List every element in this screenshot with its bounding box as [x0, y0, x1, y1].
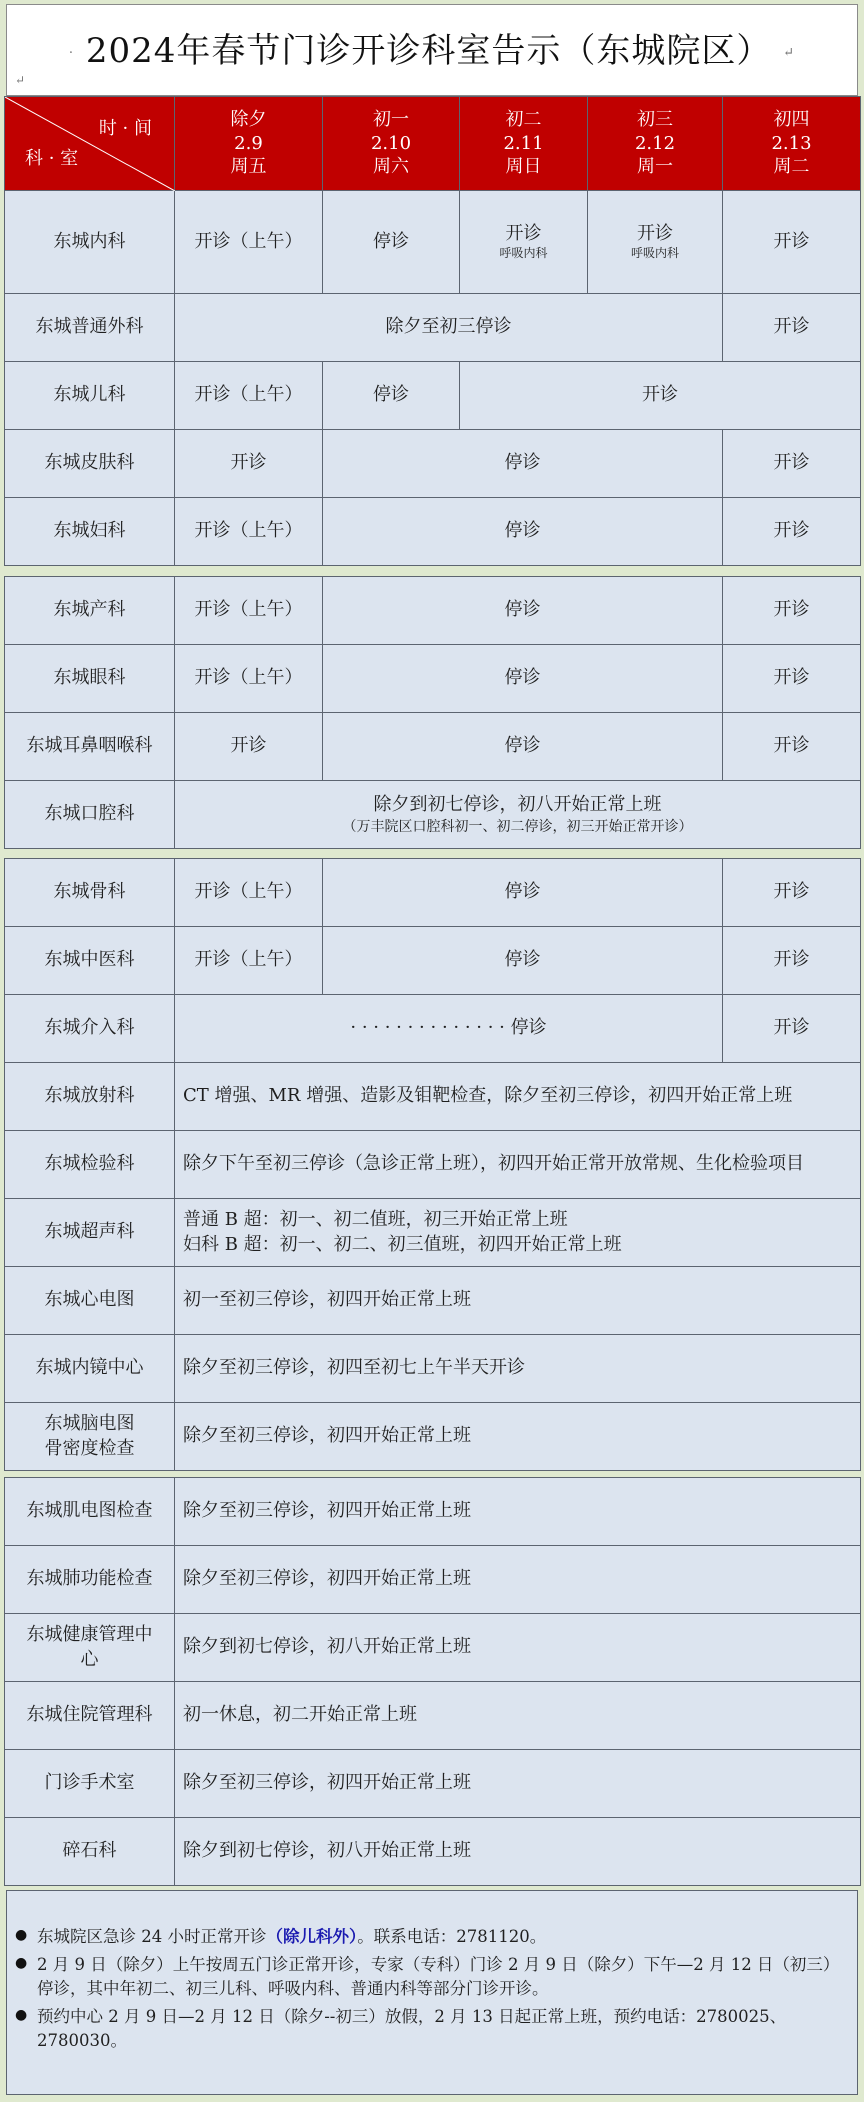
dept-name: 东城产科 [5, 577, 175, 645]
status-cell: 开诊 呼吸内科 [460, 191, 588, 294]
dept-name: 东城眼科 [5, 645, 175, 713]
status-cell: 开诊 [723, 927, 861, 995]
table-row [5, 859, 861, 927]
status-cell: 停诊 [323, 713, 723, 781]
status-cell: 开诊 [460, 362, 861, 430]
table-row [5, 781, 861, 849]
header-day-cell: 初一 2.10 周六 [323, 97, 460, 191]
dept-name: 东城超声科 [5, 1199, 175, 1267]
table-row [5, 430, 861, 498]
status-cell: 停诊 [323, 498, 723, 566]
table-row [5, 577, 861, 645]
header-day-cell: 初四 2.13 周二 [723, 97, 861, 191]
table-row [5, 294, 861, 362]
status-cell: 开诊 [723, 713, 861, 781]
status-cell: 除夕至初三停诊 [175, 294, 723, 362]
table-row [5, 1267, 861, 1335]
status-cell: 停诊 [323, 927, 723, 995]
dept-name: 东城内科 [5, 191, 175, 294]
schedule-table-2 [4, 576, 861, 849]
status-cell: 开诊 [175, 713, 323, 781]
dept-name: 东城妇科 [5, 498, 175, 566]
note-item: ● 东城院区急诊 24 小时正常开诊（除儿科外）。联系电话：2781120。 [15, 1925, 849, 1949]
title-box: · 2024年春节门诊开诊科室告示（东城院区） ↵ ↵ [6, 4, 858, 96]
dept-name: 东城口腔科 [5, 781, 175, 849]
dept-name: 东城肌电图检查 [5, 1478, 175, 1546]
table-row [5, 927, 861, 995]
note-item: ● 预约中心 2 月 9 日—2 月 12 日（除夕--初三）放假，2 月 13 日起正常上班，预约电话：2780025、2780030。 [15, 2005, 849, 2053]
dept-name: 东城普通外科 [5, 294, 175, 362]
status-cell: 开诊（上午） [175, 859, 323, 927]
status-text: 除夕至初三停诊，初四至初七上午半天开诊 [175, 1335, 861, 1403]
table-row [5, 1403, 861, 1471]
status-cell: 停诊 [323, 191, 460, 294]
status-cell: · · · · · · · · · · · · · · 停诊 [175, 995, 723, 1063]
status-text: 除夕至初三停诊，初四开始正常上班 [175, 1478, 861, 1546]
status-cell: 开诊 [723, 294, 861, 362]
table-row [5, 1750, 861, 1818]
status-text: 初一休息，初二开始正常上班 [175, 1682, 861, 1750]
schedule-table-1 [4, 96, 861, 566]
table-row [5, 1335, 861, 1403]
dept-name: 东城住院管理科 [5, 1682, 175, 1750]
table-row [5, 1063, 861, 1131]
status-text: 除夕下午至初三停诊（急诊正常上班），初四开始正常开放常规、生化检验项目 [175, 1131, 861, 1199]
status-cell: 停诊 [323, 577, 723, 645]
dept-name: 东城心电图 [5, 1267, 175, 1335]
header-day-cell: 除夕 2.9 周五 [175, 97, 323, 191]
status-cell: 停诊 [323, 859, 723, 927]
dept-name: 东城皮肤科 [5, 430, 175, 498]
status-text: 除夕到初七停诊，初八开始正常上班 [175, 1614, 861, 1682]
header-row [5, 97, 861, 191]
status-cell: 开诊（上午） [175, 498, 323, 566]
dept-name: 东城介入科 [5, 995, 175, 1063]
table-row [5, 1682, 861, 1750]
status-cell: 开诊 呼吸内科 [588, 191, 723, 294]
dept-name: 东城检验科 [5, 1131, 175, 1199]
status-cell: 开诊（上午） [175, 191, 323, 294]
status-text: CT 增强、MR 增强、造影及钼靶检查，除夕至初三停诊，初四开始正常上班 [175, 1063, 861, 1131]
status-cell: 开诊 [723, 645, 861, 713]
table-row [5, 1478, 861, 1546]
table-row [5, 191, 861, 294]
dept-name: 东城健康管理中心 [5, 1614, 175, 1682]
table-row [5, 1131, 861, 1199]
bullet-icon: ● [15, 1927, 28, 1943]
table-row [5, 1614, 861, 1682]
header-day-cell: 初三 2.12 周一 [588, 97, 723, 191]
dept-name: 东城耳鼻咽喉科 [5, 713, 175, 781]
status-cell: 停诊 [323, 645, 723, 713]
dept-name: 东城肺功能检查 [5, 1546, 175, 1614]
status-cell: 开诊 [723, 995, 861, 1063]
status-text: 除夕至初三停诊，初四开始正常上班 [175, 1403, 861, 1471]
header-corner-cell: 时 · 间 科 · 室 [5, 97, 175, 191]
dept-name: 碎石科 [5, 1818, 175, 1886]
table-row [5, 362, 861, 430]
schedule-table-3 [4, 858, 861, 1471]
status-cell: 停诊 [323, 430, 723, 498]
note-item: ● 2 月 9 日（除夕）上午按周五门诊正常开诊，专家（专科）门诊 2 月 9 日（除夕）下午—2 月 12 日（初三）停诊，其中年初二、初三儿科、呼吸内科、普通内科等部分门诊开诊。 [15, 1953, 849, 2001]
dept-name: 东城内镜中心 [5, 1335, 175, 1403]
table-row [5, 1199, 861, 1267]
bullet-icon: ● [15, 1954, 28, 1971]
status-cell: 开诊 [723, 498, 861, 566]
status-cell: 开诊（上午） [175, 362, 323, 430]
status-cell: 开诊 [723, 430, 861, 498]
status-cell: 开诊 [723, 859, 861, 927]
status-cell: 停诊 [323, 362, 460, 430]
table-row [5, 1546, 861, 1614]
schedule-table-4 [4, 1477, 861, 1886]
notes-box [6, 1890, 858, 2095]
status-cell: 开诊（上午） [175, 577, 323, 645]
bullet-icon: ● [15, 2006, 28, 2023]
dept-name: 东城放射科 [5, 1063, 175, 1131]
status-text: 除夕到初七停诊，初八开始正常上班 [175, 1818, 861, 1886]
table-row [5, 498, 861, 566]
table-row [5, 713, 861, 781]
status-cell: 开诊（上午） [175, 645, 323, 713]
header-day-cell: 初二 2.11 周日 [460, 97, 588, 191]
status-text: 除夕至初三停诊，初四开始正常上班 [175, 1750, 861, 1818]
dept-name: 东城儿科 [5, 362, 175, 430]
table-row [5, 645, 861, 713]
dept-name: 门诊手术室 [5, 1750, 175, 1818]
table-row [5, 995, 861, 1063]
page-title: · 2024年春节门诊开诊科室告示（东城院区） ↵ [68, 31, 796, 71]
dept-name: 东城脑电图 骨密度检查 [5, 1403, 175, 1471]
status-cell: 开诊 [723, 191, 861, 294]
status-cell: 除夕到初七停诊，初八开始正常上班 （万丰院区口腔科初一、初二停诊，初三开始正常开诊） [175, 781, 861, 849]
dept-name: 东城骨科 [5, 859, 175, 927]
status-cell: 开诊 [175, 430, 323, 498]
status-text: 除夕至初三停诊，初四开始正常上班 [175, 1546, 861, 1614]
status-text: 普通 B 超：初一、初二值班，初三开始正常上班 妇科 B 超：初一、初二、初三值班，初四开始正常上班 [175, 1199, 861, 1267]
dept-name: 东城中医科 [5, 927, 175, 995]
status-text: 初一至初三停诊，初四开始正常上班 [175, 1267, 861, 1335]
status-cell: 开诊 [723, 577, 861, 645]
status-cell: 开诊（上午） [175, 927, 323, 995]
table-row [5, 1818, 861, 1886]
